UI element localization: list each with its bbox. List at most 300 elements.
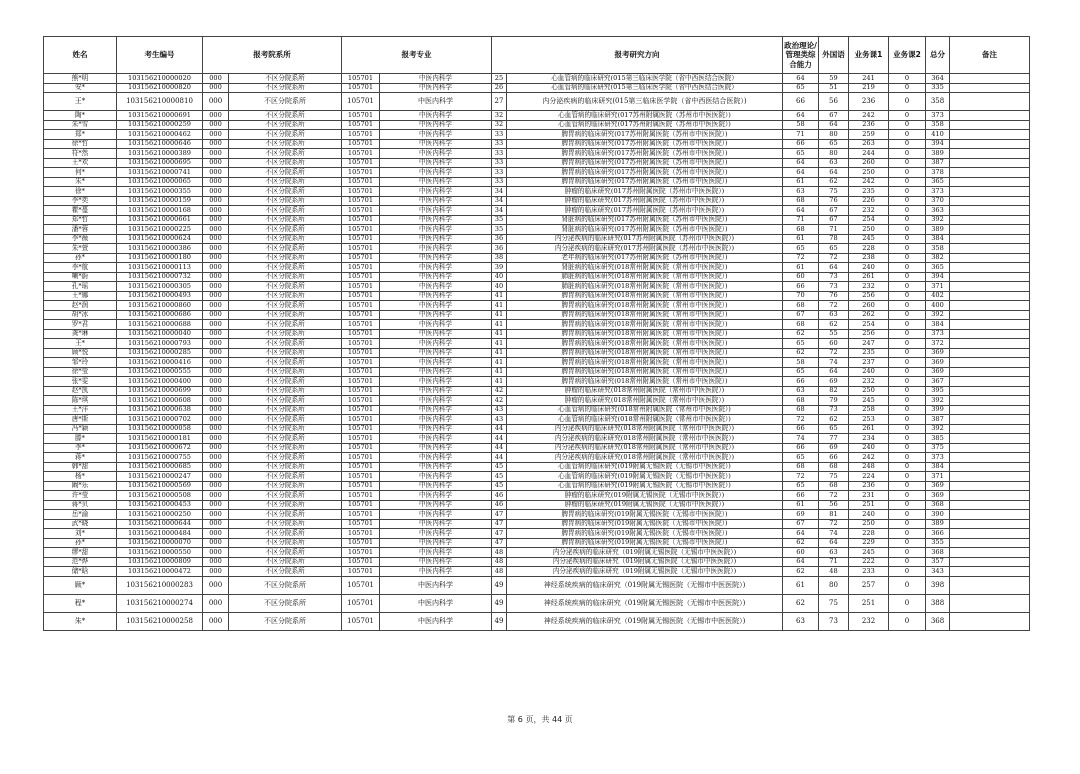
- candidate-name: 郑*: [44, 130, 117, 140]
- foreign-language-score: 62: [819, 320, 849, 330]
- direction-name: 心血管病的临床研究(017苏州附属医院（苏州市中医医院）): [507, 120, 783, 130]
- major-name: 中医内科学: [380, 434, 492, 444]
- department-code: 000: [203, 594, 229, 612]
- major-code: 105701: [342, 510, 380, 520]
- politics-score: 61: [783, 263, 819, 273]
- department-code: 000: [203, 272, 229, 282]
- major-name: 中医内科学: [380, 196, 492, 206]
- total-score: 355: [926, 538, 950, 548]
- foreign-language-score: 66: [819, 453, 849, 463]
- major-code: 105701: [342, 320, 380, 330]
- department-code: 000: [203, 168, 229, 178]
- subject-1-score: 254: [849, 320, 889, 330]
- candidate-id: 103156210000555: [117, 367, 203, 377]
- department-code: 000: [203, 111, 229, 121]
- department-code: 000: [203, 434, 229, 444]
- candidate-id: 103156210000180: [117, 253, 203, 263]
- candidate-id: 103156210000638: [117, 405, 203, 415]
- total-score: 372: [926, 339, 950, 349]
- direction-code: 33: [492, 177, 507, 187]
- direction-code: 41: [492, 377, 507, 387]
- department-name: 不区分院系所: [229, 111, 342, 121]
- direction-name: 内分泌疾病的临床研究(018常州附属医院（常州市中医医院）): [507, 443, 783, 453]
- candidate-name: 阚*乐: [44, 481, 117, 491]
- candidate-name: 李*薇: [44, 234, 117, 244]
- direction-code: 41: [492, 310, 507, 320]
- total-score: 358: [926, 244, 950, 254]
- direction-name: 肺脏病的临床研究(018常州附属医院（常州市中医医院）): [507, 272, 783, 282]
- direction-name: 老年病的临床研究(017苏州附属医院（苏州市中医医院）): [507, 253, 783, 263]
- direction-code: 44: [492, 453, 507, 463]
- candidate-name: 龚*琳: [44, 329, 117, 339]
- major-code: 105701: [342, 424, 380, 434]
- department-code: 000: [203, 253, 229, 263]
- subject-2-score: 0: [889, 481, 926, 491]
- direction-code: 34: [492, 196, 507, 206]
- direction-code: 42: [492, 386, 507, 396]
- major-code: 105701: [342, 358, 380, 368]
- candidate-name: 许*莹: [44, 491, 117, 501]
- direction-name: 脾胃病的临床研究(017苏州附属医院（苏州市中医医院）): [507, 158, 783, 168]
- subject-2-score: 0: [889, 225, 926, 235]
- direction-name: 脾胃病的临床研究(018常州附属医院（常州市中医医院）): [507, 291, 783, 301]
- subject-2-score: 0: [889, 253, 926, 263]
- direction-code: 41: [492, 367, 507, 377]
- direction-name: 肿瘤的临床研究(018常州附属医院（常州市中医医院）): [507, 396, 783, 406]
- remarks: [950, 424, 1030, 434]
- direction-name: 肿瘤的临床研究(017苏州附属医院（苏州市中医医院）): [507, 187, 783, 197]
- major-name: 中医内科学: [380, 358, 492, 368]
- major-name: 中医内科学: [380, 443, 492, 453]
- foreign-language-score: 71: [819, 557, 849, 567]
- remarks: [950, 358, 1030, 368]
- major-name: 中医内科学: [380, 177, 492, 187]
- candidate-name: 赵*凯: [44, 386, 117, 396]
- department-name: 不区分院系所: [229, 206, 342, 216]
- direction-code: 41: [492, 358, 507, 368]
- table-row: [44, 396, 1030, 406]
- foreign-language-score: 62: [819, 177, 849, 187]
- table-row: [44, 310, 1030, 320]
- department-code: 000: [203, 139, 229, 149]
- direction-code: 49: [492, 576, 507, 594]
- politics-score: 66: [783, 377, 819, 387]
- department-name: 不区分院系所: [229, 234, 342, 244]
- subject-2-score: 0: [889, 234, 926, 244]
- department-code: 000: [203, 519, 229, 529]
- direction-name: 肾脏病的临床研究(018常州附属医院（常州市中医医院）): [507, 263, 783, 273]
- major-name: 中医内科学: [380, 111, 492, 121]
- major-name: 中医内科学: [380, 453, 492, 463]
- direction-name: 内分泌疾病的临床研究(018常州附属医院（常州市中医医院）): [507, 424, 783, 434]
- candidate-name: 缪*甜: [44, 548, 117, 558]
- header-row: [44, 37, 1030, 74]
- major-name: 中医内科学: [380, 396, 492, 406]
- table-row: [44, 196, 1030, 206]
- table-row: [44, 367, 1030, 377]
- subject-1-score: 251: [849, 500, 889, 510]
- candidate-name: 徐*莹: [44, 367, 117, 377]
- candidate-id: 103156210000809: [117, 557, 203, 567]
- politics-score: 62: [783, 329, 819, 339]
- department-name: 不区分院系所: [229, 386, 342, 396]
- subject-2-score: 0: [889, 74, 926, 84]
- subject-2-score: 0: [889, 320, 926, 330]
- candidate-name: 王*: [44, 93, 117, 111]
- direction-name: 内分泌疾病的临床研究(017苏州附属医院（苏州市中医医院）): [507, 244, 783, 254]
- major-name: 中医内科学: [380, 206, 492, 216]
- subject-2-score: 0: [889, 538, 926, 548]
- foreign-language-score: 63: [819, 548, 849, 558]
- foreign-language-score: 72: [819, 519, 849, 529]
- total-score: 373: [926, 453, 950, 463]
- direction-name: 肿瘤的临床研究(019附属无锡医院（无锡市中医医院）): [507, 491, 783, 501]
- direction-code: 35: [492, 215, 507, 225]
- foreign-language-score: 72: [819, 348, 849, 358]
- major-code: 105701: [342, 367, 380, 377]
- candidate-id: 103156210000732: [117, 272, 203, 282]
- remarks: [950, 177, 1030, 187]
- subject-1-score: 253: [849, 415, 889, 425]
- politics-score: 65: [783, 367, 819, 377]
- major-name: 中医内科学: [380, 215, 492, 225]
- politics-score: 68: [783, 405, 819, 415]
- candidate-id: 103156210000686: [117, 310, 203, 320]
- foreign-language-score: 56: [819, 93, 849, 111]
- candidate-name: 王*洋: [44, 405, 117, 415]
- major-code: 105701: [342, 263, 380, 273]
- major-name: 中医内科学: [380, 149, 492, 159]
- department-code: 000: [203, 206, 229, 216]
- remarks: [950, 472, 1030, 482]
- remarks: [950, 576, 1030, 594]
- subject-2-score: 0: [889, 472, 926, 482]
- candidate-name: 徐*: [44, 187, 117, 197]
- department-code: 000: [203, 120, 229, 130]
- total-score: 392: [926, 396, 950, 406]
- department-name: 不区分院系所: [229, 348, 342, 358]
- foreign-language-score: 69: [819, 443, 849, 453]
- table-row: [44, 111, 1030, 121]
- subject-2-score: 0: [889, 83, 926, 93]
- major-name: 中医内科学: [380, 529, 492, 539]
- subject-1-score: 260: [849, 301, 889, 311]
- subject-1-score: 229: [849, 538, 889, 548]
- candidate-id: 103156210000644: [117, 519, 203, 529]
- candidate-id: 103156210000113: [117, 263, 203, 273]
- department-code: 000: [203, 472, 229, 482]
- subject-1-score: 245: [849, 234, 889, 244]
- department-code: 000: [203, 443, 229, 453]
- major-name: 中医内科学: [380, 481, 492, 491]
- politics-score: 65: [783, 149, 819, 159]
- table-row: [44, 453, 1030, 463]
- subject-1-score: 236: [849, 120, 889, 130]
- politics-score: 69: [783, 510, 819, 520]
- subject-1-score: 261: [849, 272, 889, 282]
- direction-code: 33: [492, 168, 507, 178]
- direction-name: 心血管病的临床研究(015第三临床医学院（省中西医结合医院）: [507, 74, 783, 84]
- department-code: 000: [203, 367, 229, 377]
- foreign-language-score: 48: [819, 567, 849, 577]
- department-name: 不区分院系所: [229, 130, 342, 140]
- table-row: [44, 158, 1030, 168]
- total-score: 394: [926, 272, 950, 282]
- department-code: 000: [203, 149, 229, 159]
- table-row: [44, 120, 1030, 130]
- foreign-language-score: 67: [819, 215, 849, 225]
- major-name: 中医内科学: [380, 405, 492, 415]
- candidate-name: 郑*哲: [44, 215, 117, 225]
- subject-2-score: 0: [889, 130, 926, 140]
- remarks: [950, 282, 1030, 292]
- subject-2-score: 0: [889, 348, 926, 358]
- major-name: 中医内科学: [380, 567, 492, 577]
- subject-2-score: 0: [889, 548, 926, 558]
- foreign-language-score: 78: [819, 234, 849, 244]
- table-row: [44, 225, 1030, 235]
- table-row: [44, 272, 1030, 282]
- foreign-language-score: 80: [819, 149, 849, 159]
- remarks: [950, 301, 1030, 311]
- major-code: 105701: [342, 168, 380, 178]
- subject-1-score: 248: [849, 462, 889, 472]
- direction-code: 39: [492, 263, 507, 273]
- subject-1-score: 245: [849, 396, 889, 406]
- foreign-language-score: 64: [819, 120, 849, 130]
- department-code: 000: [203, 215, 229, 225]
- direction-name: 脾胃病的临床研究(019附属无锡医院（无锡市中医医院）): [507, 519, 783, 529]
- remarks: [950, 538, 1030, 548]
- remarks: [950, 244, 1030, 254]
- direction-name: 内分泌疾病的临床研究(018常州附属医院（常州市中医医院）): [507, 453, 783, 463]
- remarks: [950, 93, 1030, 111]
- major-name: 中医内科学: [380, 576, 492, 594]
- major-name: 中医内科学: [380, 130, 492, 140]
- foreign-language-score: 65: [819, 424, 849, 434]
- subject-2-score: 0: [889, 358, 926, 368]
- remarks: [950, 83, 1030, 93]
- foreign-language-score: 81: [819, 510, 849, 520]
- direction-name: 肿瘤的临床研究(018常州附属医院（常州市中医医院）): [507, 386, 783, 396]
- department-name: 不区分院系所: [229, 443, 342, 453]
- department-name: 不区分院系所: [229, 196, 342, 206]
- table-row: [44, 472, 1030, 482]
- table-row: [44, 434, 1030, 444]
- department-code: 000: [203, 386, 229, 396]
- department-code: 000: [203, 396, 229, 406]
- major-name: 中医内科学: [380, 291, 492, 301]
- foreign-language-score: 74: [819, 529, 849, 539]
- department-code: 000: [203, 567, 229, 577]
- candidate-name: 顾*: [44, 576, 117, 594]
- department-code: 000: [203, 548, 229, 558]
- table-row: [44, 557, 1030, 567]
- header-candidate-id: 考生编号: [117, 37, 203, 74]
- subject-2-score: 0: [889, 187, 926, 197]
- subject-1-score: 250: [849, 519, 889, 529]
- table-row: [44, 462, 1030, 472]
- direction-name: 脾胃病的临床研究(017苏州附属医院（苏州市中医医院）): [507, 177, 783, 187]
- subject-2-score: 0: [889, 386, 926, 396]
- politics-score: 61: [783, 234, 819, 244]
- department-name: 不区分院系所: [229, 149, 342, 159]
- candidate-id: 103156210000624: [117, 234, 203, 244]
- department-code: 000: [203, 282, 229, 292]
- major-code: 105701: [342, 348, 380, 358]
- department-name: 不区分院系所: [229, 529, 342, 539]
- major-name: 中医内科学: [380, 83, 492, 93]
- department-code: 000: [203, 500, 229, 510]
- subject-2-score: 0: [889, 576, 926, 594]
- subject-1-score: 250: [849, 386, 889, 396]
- candidate-name: 王*欢: [44, 158, 117, 168]
- politics-score: 66: [783, 139, 819, 149]
- politics-score: 66: [783, 282, 819, 292]
- total-score: 389: [926, 225, 950, 235]
- department-name: 不区分院系所: [229, 396, 342, 406]
- subject-2-score: 0: [889, 206, 926, 216]
- subject-2-score: 0: [889, 612, 926, 630]
- total-score: 358: [926, 93, 950, 111]
- foreign-language-score: 71: [819, 225, 849, 235]
- department-code: 000: [203, 301, 229, 311]
- subject-1-score: 233: [849, 567, 889, 577]
- table-row: [44, 443, 1030, 453]
- total-score: 392: [926, 215, 950, 225]
- major-code: 105701: [342, 443, 380, 453]
- subject-1-score: 245: [849, 548, 889, 558]
- politics-score: 64: [783, 168, 819, 178]
- foreign-language-score: 75: [819, 187, 849, 197]
- major-code: 105701: [342, 405, 380, 415]
- total-score: 370: [926, 196, 950, 206]
- subject-2-score: 0: [889, 120, 926, 130]
- major-name: 中医内科学: [380, 158, 492, 168]
- table-row: [44, 139, 1030, 149]
- subject-2-score: 0: [889, 215, 926, 225]
- direction-code: 41: [492, 291, 507, 301]
- candidate-name: 胡*冰: [44, 310, 117, 320]
- header-name: 姓名: [44, 37, 117, 74]
- total-score: 368: [926, 548, 950, 558]
- subject-2-score: 0: [889, 491, 926, 501]
- subject-1-score: 262: [849, 310, 889, 320]
- remarks: [950, 462, 1030, 472]
- department-name: 不区分院系所: [229, 519, 342, 529]
- table-row: [44, 348, 1030, 358]
- subject-1-score: 240: [849, 263, 889, 273]
- politics-score: 60: [783, 272, 819, 282]
- table-row: [44, 234, 1030, 244]
- major-code: 105701: [342, 111, 380, 121]
- major-code: 105701: [342, 415, 380, 425]
- header-politics: 政治理论/管理类综合能力: [783, 37, 819, 74]
- candidate-id: 103156210000250: [117, 510, 203, 520]
- table-row: [44, 206, 1030, 216]
- major-name: 中医内科学: [380, 120, 492, 130]
- department-name: 不区分院系所: [229, 272, 342, 282]
- admission-score-table: [43, 36, 1030, 631]
- subject-1-score: 240: [849, 443, 889, 453]
- politics-score: 65: [783, 83, 819, 93]
- subject-2-score: 0: [889, 434, 926, 444]
- candidate-id: 103156210000793: [117, 339, 203, 349]
- table-row: [44, 291, 1030, 301]
- table-row: [44, 567, 1030, 577]
- table-row: [44, 491, 1030, 501]
- major-code: 105701: [342, 538, 380, 548]
- foreign-language-score: 64: [819, 367, 849, 377]
- politics-score: 61: [783, 500, 819, 510]
- remarks: [950, 225, 1030, 235]
- politics-score: 62: [783, 538, 819, 548]
- candidate-name: 王*娜: [44, 291, 117, 301]
- major-code: 105701: [342, 377, 380, 387]
- major-name: 中医内科学: [380, 253, 492, 263]
- total-score: 392: [926, 310, 950, 320]
- subject-1-score: 234: [849, 434, 889, 444]
- remarks: [950, 74, 1030, 84]
- foreign-language-score: 77: [819, 434, 849, 444]
- direction-code: 27: [492, 93, 507, 111]
- candidate-id: 103156210000608: [117, 396, 203, 406]
- subject-1-score: 232: [849, 206, 889, 216]
- major-code: 105701: [342, 576, 380, 594]
- remarks: [950, 567, 1030, 577]
- subject-2-score: 0: [889, 415, 926, 425]
- major-name: 中医内科学: [380, 168, 492, 178]
- department-code: 000: [203, 329, 229, 339]
- direction-name: 心血管病的临床研究(015第三临床医学院（省中西医结合医院）: [507, 83, 783, 93]
- major-name: 中医内科学: [380, 386, 492, 396]
- foreign-language-score: 56: [819, 500, 849, 510]
- candidate-id: 103156210000400: [117, 377, 203, 387]
- politics-score: 68: [783, 320, 819, 330]
- subject-1-score: 232: [849, 282, 889, 292]
- politics-score: 64: [783, 557, 819, 567]
- department-name: 不区分院系所: [229, 472, 342, 482]
- department-name: 不区分院系所: [229, 491, 342, 501]
- total-score: 369: [926, 491, 950, 501]
- major-code: 105701: [342, 481, 380, 491]
- total-score: 400: [926, 301, 950, 311]
- total-score: 375: [926, 443, 950, 453]
- foreign-language-score: 68: [819, 481, 849, 491]
- total-score: 388: [926, 594, 950, 612]
- department-code: 000: [203, 481, 229, 491]
- foreign-language-score: 65: [819, 244, 849, 254]
- table-row: [44, 548, 1030, 558]
- politics-score: 72: [783, 472, 819, 482]
- total-score: 368: [926, 500, 950, 510]
- table-row: [44, 301, 1030, 311]
- direction-code: 46: [492, 491, 507, 501]
- major-code: 105701: [342, 548, 380, 558]
- politics-score: 62: [783, 594, 819, 612]
- major-code: 105701: [342, 225, 380, 235]
- candidate-id: 103156210000259: [117, 120, 203, 130]
- total-score: 390: [926, 510, 950, 520]
- major-name: 中医内科学: [380, 187, 492, 197]
- table-row: [44, 339, 1030, 349]
- table-row: [44, 576, 1030, 594]
- candidate-name: 武*晓: [44, 519, 117, 529]
- remarks: [950, 377, 1030, 387]
- subject-2-score: 0: [889, 567, 926, 577]
- subject-2-score: 0: [889, 168, 926, 178]
- foreign-language-score: 69: [819, 377, 849, 387]
